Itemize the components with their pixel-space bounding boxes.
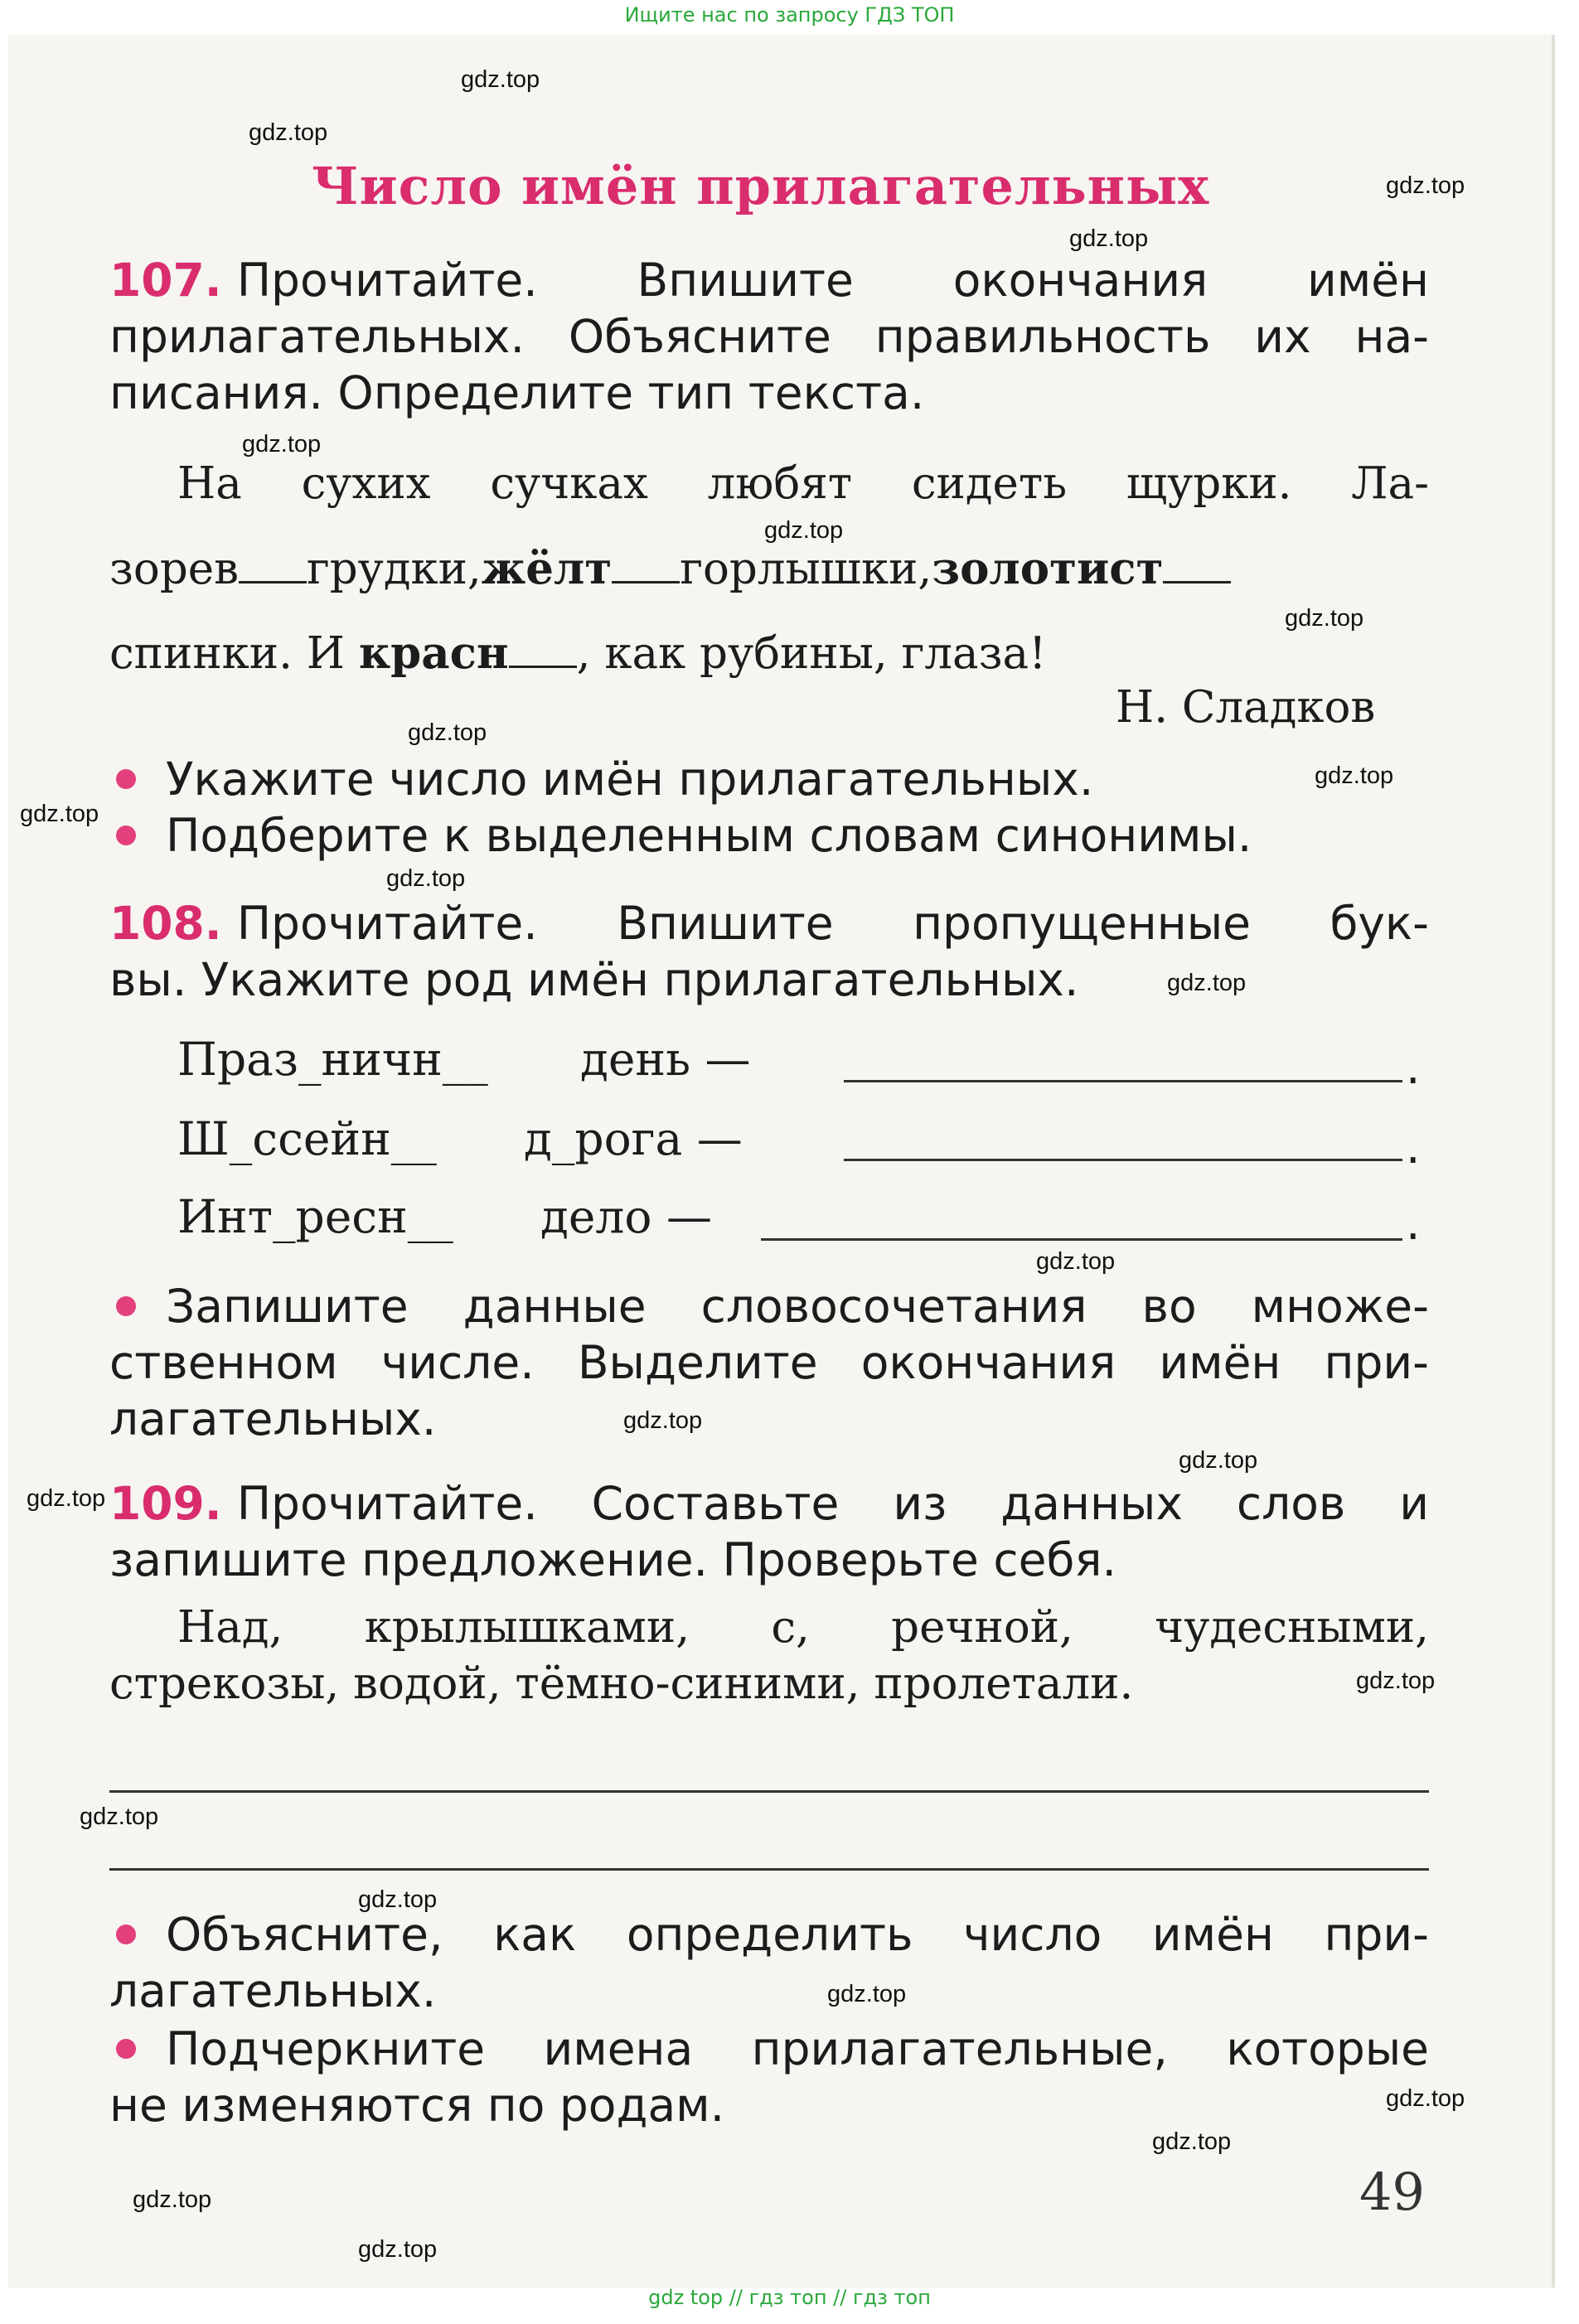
watermark: gdz.top — [249, 119, 328, 146]
ex109-task-1-line-2: лагательных. — [109, 1964, 437, 2017]
answer-line — [109, 1790, 1429, 1793]
bullet-icon — [116, 1296, 136, 1316]
period: . — [1406, 1197, 1421, 1250]
watermark: gdz.top — [1069, 225, 1149, 252]
ex107-number: 107. — [109, 254, 222, 307]
ex109-number: 109. — [109, 1477, 222, 1530]
ex107-task-1: Укажите число имён прилагательных. — [116, 751, 1436, 807]
watermark: gdz.top — [242, 431, 322, 458]
section-title: Число имён прилагательных — [312, 156, 1210, 216]
ex108-number: 108. — [109, 897, 222, 950]
answer-line — [109, 1868, 1429, 1871]
watermark: gdz.top — [1356, 1668, 1436, 1694]
watermark: gdz.top — [1167, 970, 1247, 996]
ex108-row-3: Инт_ресн__ дело — — [177, 1190, 712, 1243]
ex108-row-1: Праз_ничн__ день — — [177, 1033, 751, 1086]
answer-line — [844, 1159, 1402, 1161]
watermark: gdz.top — [408, 719, 487, 746]
ex108-task-line-2: ственном числе. Выделите окончания имён при- — [109, 1336, 1429, 1389]
watermark: gdz.top — [20, 801, 99, 827]
answer-line — [761, 1238, 1402, 1241]
footer-links[interactable]: gdz top // гдз топ // гдз топ — [648, 2286, 931, 2309]
page-number: 49 — [1359, 2162, 1425, 2222]
watermark: gdz.top — [358, 2236, 438, 2263]
watermark: gdz.top — [27, 1485, 106, 1512]
bullet-icon — [116, 826, 136, 845]
watermark: gdz.top — [358, 1886, 438, 1913]
ex108-task-line-1: Запишите данные словосочетания во множе- — [116, 1278, 1429, 1334]
ex107-author: Н. Сладков — [1116, 682, 1376, 733]
watermark: gdz.top — [386, 865, 466, 892]
ex107-text-line-2: зорев грудки,жёлт горлышки,золотист — [109, 540, 1429, 598]
ex109-task-2-line-2: не изменяются по родам. — [109, 2079, 725, 2132]
ex107-task-2: Подберите к выделенным словам синонимы. — [116, 807, 1436, 864]
ex109-task-1-line-1: Объясните, как определить число имён при- — [116, 1906, 1429, 1963]
ex109-words-line-2: стрекозы, водой, тёмно-синими, пролетали. — [109, 1658, 1134, 1709]
ex108-row-2: Ш_ссейн__ д_рога — — [177, 1112, 743, 1165]
top-banner[interactable]: Ищите нас по запросу ГДЗ ТОП — [624, 3, 955, 27]
bullet-icon — [116, 1925, 136, 1944]
ex109-words-line-1: Над, крылышками, с, речной, чудесными, — [177, 1602, 1429, 1653]
bullet-icon — [116, 769, 136, 789]
watermark: gdz.top — [764, 517, 844, 544]
watermark: gdz.top — [80, 1804, 159, 1830]
ex107-text-line-3: спинки. И красн , как рубины, глаза! — [109, 627, 1047, 679]
ex108-task-line-3: лагательных. — [109, 1392, 437, 1445]
watermark: gdz.top — [1386, 172, 1465, 199]
watermark: gdz.top — [461, 66, 540, 93]
watermark: gdz.top — [1152, 2128, 1232, 2155]
ex109-instruction-line-1: 109. Прочитайте. Составьте из данных слов и — [109, 1477, 1429, 1530]
ex109-instruction-line-2: запишите предложение. Проверьте себя. — [109, 1533, 1116, 1586]
bullet-icon — [116, 2039, 136, 2059]
ex107-instruction-line-3: писания. Определите тип текста. — [109, 366, 925, 419]
watermark: gdz.top — [1285, 605, 1364, 632]
ex108-instruction-line-2: вы. Укажите род имён прилагательных. — [109, 953, 1079, 1006]
period: . — [1406, 1121, 1421, 1174]
ex108-instruction-line-1: 108. Прочитайте. Впишите пропущенные бук- — [109, 897, 1429, 950]
answer-line — [844, 1080, 1402, 1082]
ex107-text-line-1: На сухих сучках любят сидеть щурки. Ла- — [177, 458, 1429, 509]
watermark: gdz.top — [1179, 1447, 1258, 1474]
ex109-task-2-line-1: Подчеркните имена прилагательные, которые — [116, 2021, 1429, 2077]
watermark: gdz.top — [1386, 2085, 1465, 2112]
watermark: gdz.top — [1315, 763, 1394, 789]
period: . — [1406, 1041, 1421, 1094]
watermark: gdz.top — [1036, 1248, 1116, 1275]
watermark: gdz.top — [133, 2186, 212, 2213]
ex107-instruction-line-2: прилагательных. Объясните правильность их на- — [109, 310, 1429, 363]
watermark: gdz.top — [623, 1407, 703, 1434]
watermark: gdz.top — [827, 1981, 907, 2007]
ex107-instruction-line-1: 107. Прочитайте. Впишите окончания имён — [109, 254, 1429, 307]
